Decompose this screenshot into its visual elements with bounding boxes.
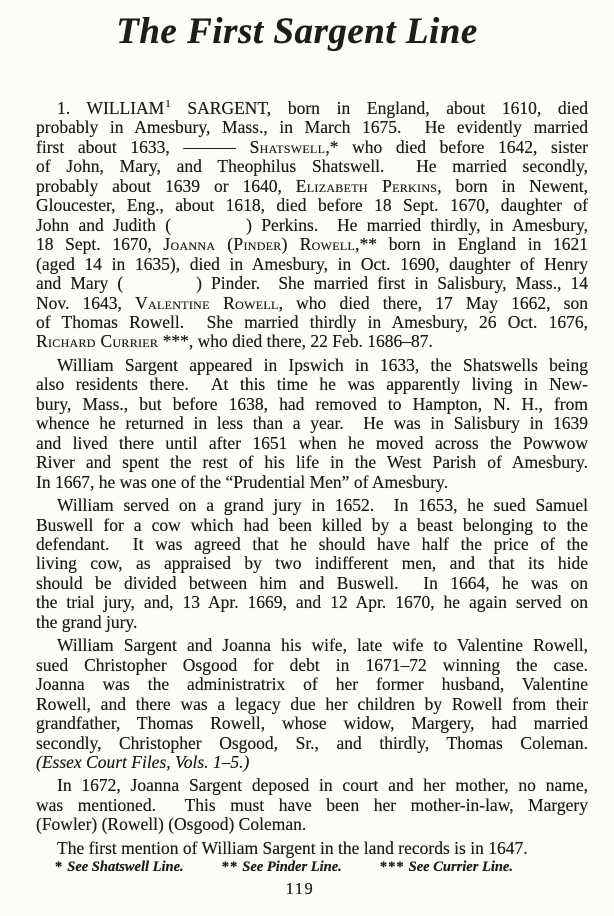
text-line: grandfather, Thomas Rowell, whose widow, Margery, had married (36, 713, 588, 734)
text-line: probably in Amesbury, Mass., in March 1675. He evidently married (36, 117, 588, 138)
text-line: the trial jury, and, 13 Apr. 1669, and 12 Apr. 1670, he again served on (36, 592, 588, 613)
text-line: was mentioned. This must have been her mother-in-law, Margery (36, 794, 588, 815)
paragraph (36, 356, 588, 492)
text-line: probably about 1639 or 1640, Elizabeth Perkins, born in Newent, (36, 175, 588, 196)
text-line: Gloucester, Eng., about 1618, died before 18 Sept. 1670, daughter of (36, 195, 588, 216)
text-line: defendant. It was agreed that he should have half the price of the (36, 533, 588, 554)
paragraph (36, 776, 588, 834)
text-line: Nov. 1643, Valentine Rowell, who died there, 17 May 1662, son (36, 292, 588, 313)
text-line: John and Judith ( ) Perkins. He married thirdly, in Amesbury, (36, 214, 588, 235)
text-line: and lived there until after 1651 when he moved across the Powwow (36, 432, 588, 453)
asterisk-marker: ** (221, 859, 239, 875)
paragraph (36, 496, 588, 632)
text-line: 1. WILLIAM$^1$ SARGENT, born in England, about 1610, died (57, 98, 588, 118)
footnote-text: See Shatswell Line. (67, 859, 184, 875)
asterisk-marker: * (55, 859, 64, 875)
footnote-shatswell (55, 859, 184, 876)
text-line: first about 1633, ——— Shatswell,* who died before 1642, sister (36, 136, 588, 157)
body-text (36, 99, 588, 862)
text-line: also residents there. At this time he was apparently living in New- (36, 374, 588, 395)
text-line: Buswell for a cow which had been killed by a beast belonging to the (36, 514, 588, 535)
footnote-text: See Currier Line. (408, 859, 513, 875)
footnote-pinder (222, 859, 342, 876)
paragraph (36, 99, 588, 352)
text-line: of Thomas Rowell. She married thirdly in Amesbury, 26 Oct. 1676, (36, 311, 588, 332)
text-line: living cow, as appraised by two indifferent men, and that its hide (36, 553, 588, 574)
text-line: secondly, Christopher Osgood, Sr., and thirdly, Thomas Coleman. (36, 732, 588, 753)
text-line: the grand jury. (36, 611, 138, 632)
text-line: William Sargent appeared in Ipswich in 1633, the Shatswells being (57, 354, 588, 375)
text-line: Joanna was the administratrix of her former husband, Valentine (36, 674, 588, 695)
text-line: of John, Mary, and Theophilus Shatswell. He married secondly, (36, 156, 588, 177)
text-line: bury, Mass., but before 1638, had removed to Hampton, N. H., from (36, 393, 588, 414)
text-line: sued Christopher Osgood for debt in 1671–72 winning the case. (36, 654, 588, 675)
page-number: 119 (285, 879, 315, 898)
text-line: (aged 14 in 1635), died in Amesbury, in Oct. 1690, daughter of Henry (36, 253, 588, 274)
text-line: In 1667, he was one of the “Prudential Men” of Amesbury. (36, 471, 448, 492)
footnote-currier (380, 859, 513, 876)
text-line: Richard Currier ***, who died there, 22 Feb. 1686–87. (36, 331, 433, 352)
text-line: and Mary ( ) Pinder. She married first in Salisbury, Mass., 14 (36, 273, 588, 294)
text-line: whence he returned in less than a year. He was in Salisbury in 1639 (36, 413, 588, 434)
text-line: William Sargent and Joanna his wife, late wife to Valentine Rowell, (57, 635, 588, 656)
text-line: (Fowler) (Rowell) (Osgood) Coleman. (36, 814, 307, 835)
text-line: River and spent the rest of his life in the West Parish of Amesbury. (36, 452, 588, 473)
asterisk-marker: *** (379, 859, 405, 875)
page-title: The First Sargent Line (116, 11, 478, 52)
text-line: In 1672, Joanna Sargent deposed in court and her mother, no name, (57, 775, 588, 796)
text-line: William served on a grand jury in 1652. In 1653, he sued Samuel (57, 495, 588, 516)
text-line: The first mention of William Sargent in the land records is in 1647. (57, 837, 528, 858)
text-line: 18 Sept. 1670, Joanna (Pinder) Rowell,** born in England in 1621 (36, 234, 588, 255)
footnote-text: See Pinder Line. (242, 859, 342, 875)
paragraph (36, 636, 588, 772)
text-line: Rowell, and there was a legacy due her children by Rowell from their (36, 693, 588, 714)
text-line: (Essex Court Files, Vols. 1–5.) (36, 751, 250, 772)
footnotes (55, 859, 513, 876)
text-line: should be divided between him and Buswell. In 1664, he was on (36, 572, 588, 593)
paragraph (36, 839, 588, 858)
